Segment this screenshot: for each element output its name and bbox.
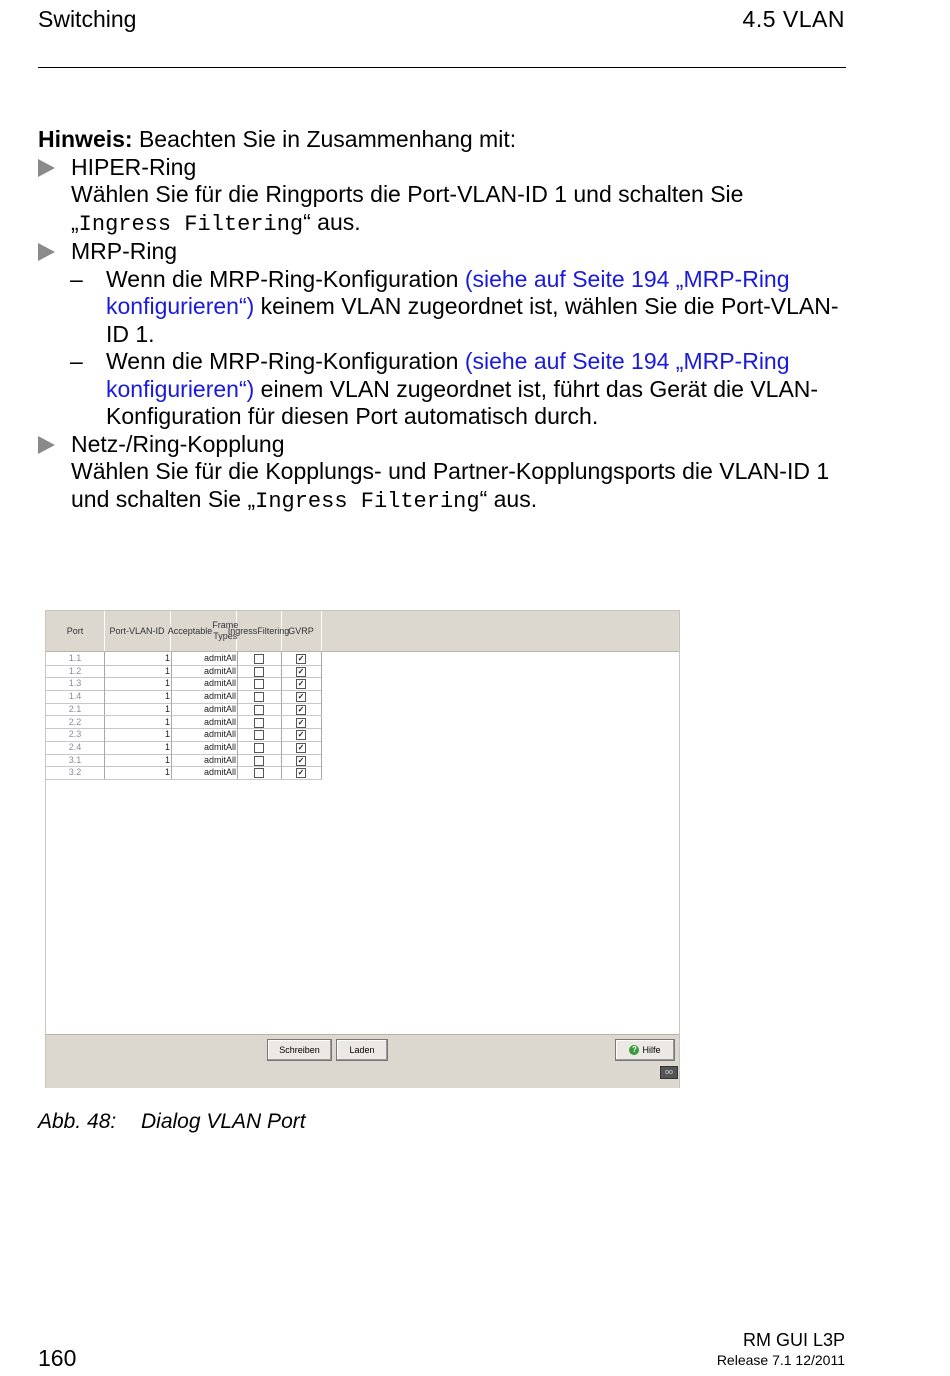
gvrp-checkbox[interactable]: ✓ xyxy=(297,742,305,752)
gvrp-checkbox[interactable]: ✓ xyxy=(297,654,305,663)
acceptable-frame-types-cell[interactable]: admitAll xyxy=(170,766,238,779)
ingress-filtering-cell xyxy=(236,754,282,767)
gvrp-cell xyxy=(281,728,322,741)
acceptable-frame-types-cell[interactable]: admitAll xyxy=(170,716,238,729)
gvrp-checkbox[interactable]: ✓ xyxy=(297,768,305,778)
running-header-chapter: Switching xyxy=(38,6,137,32)
table-row xyxy=(46,703,322,717)
cross-reference-link[interactable]: (siehe auf Seite 194 „MRP-Ring konfigurieren“) xyxy=(106,265,790,319)
port-vlan-id-cell[interactable]: 1 xyxy=(104,677,172,690)
gvrp-cell xyxy=(281,716,322,729)
gvrp-cell xyxy=(281,665,322,678)
table-row xyxy=(46,690,322,704)
ingress-filtering-cell xyxy=(236,703,282,716)
gvrp-checkbox[interactable]: ✓ xyxy=(297,704,305,714)
note-label: Hinweis: xyxy=(38,126,133,152)
acceptable-frame-types-cell[interactable]: admitAll xyxy=(170,677,238,690)
port-vlan-id-cell[interactable]: 1 xyxy=(104,754,172,767)
ingress-filtering-cell xyxy=(236,677,282,690)
acceptable-frame-types-cell[interactable]: admitAll xyxy=(170,728,238,741)
dash-item-no-vlan: – Wenn die MRP-Ring-Konfiguration (siehe auf Seite 194 „MRP-Ring konfigurieren“) keinem VLAN zugeordnet ist, wählen Sie die Port-VLAN-ID 1. xyxy=(70,265,839,347)
port-vlan-id-cell[interactable]: 1 xyxy=(104,690,172,703)
acceptable-frame-types-cell[interactable]: admitAll xyxy=(170,703,238,716)
triangle-bullet-icon xyxy=(38,159,55,177)
port-vlan-id-cell[interactable]: 1 xyxy=(104,728,172,741)
acceptable-frame-types-cell[interactable]: admitAll xyxy=(170,741,238,754)
table-row xyxy=(46,665,322,679)
port-vlan-id-cell[interactable]: 1 xyxy=(104,652,172,665)
table-row xyxy=(46,677,322,691)
column-header-gvrp[interactable]: GVRP xyxy=(281,611,322,651)
triangle-bullet-icon xyxy=(38,436,55,454)
table-row xyxy=(46,652,322,666)
column-header-port[interactable]: Port xyxy=(46,611,105,651)
vlan-port-dialog xyxy=(45,610,680,1088)
port-cell: 2.2 xyxy=(46,716,105,729)
figure-caption xyxy=(38,1110,306,1134)
port-cell: 3.1 xyxy=(46,754,105,767)
cross-reference-link[interactable]: (siehe auf Seite 194 „MRP-Ring konfigurieren“) xyxy=(106,348,790,402)
ingress-filtering-checkbox[interactable] xyxy=(254,654,264,664)
ingress-filtering-checkbox[interactable] xyxy=(254,768,264,778)
release-info: Release 7.1 12/2011 xyxy=(716,1352,845,1368)
port-vlan-id-cell[interactable]: 1 xyxy=(104,766,172,779)
bullet-mrp-ring: MRP-Ring xyxy=(38,238,858,266)
port-vlan-id-cell[interactable]: 1 xyxy=(104,703,172,716)
triangle-bullet-icon xyxy=(38,243,55,261)
column-header-port-vlan-id[interactable]: Port-VLAN-ID xyxy=(104,611,171,651)
port-cell: 1.4 xyxy=(46,690,105,703)
note-intro: Hinweis: Beachten Sie in Zusammenhang mit: xyxy=(38,126,517,152)
dialog-button-bar xyxy=(46,1034,679,1088)
table-row xyxy=(46,754,322,768)
page-number: 160 xyxy=(38,1345,77,1371)
document-code: RM GUI L3P xyxy=(742,1330,845,1350)
table-row xyxy=(46,766,322,780)
help-icon: ? xyxy=(629,1045,639,1055)
acceptable-frame-types-cell[interactable]: admitAll xyxy=(170,665,238,678)
ingress-filtering-checkbox[interactable] xyxy=(254,692,264,702)
ingress-filtering-cell xyxy=(236,690,282,703)
dash-item-vlan: – Wenn die MRP-Ring-Konfiguration (siehe auf Seite 194 „MRP-Ring konfigurieren“) einem VLAN zugeordnet ist, führt das Gerät die VLAN-Konfiguration für diesen Port automatisch durch. xyxy=(70,348,819,429)
ingress-filtering-checkbox[interactable] xyxy=(254,718,264,728)
port-cell: 3.2 xyxy=(46,766,105,779)
ingress-filtering-cell xyxy=(236,665,282,678)
load-button[interactable]: Laden xyxy=(336,1039,388,1061)
gvrp-checkbox[interactable]: ✓ xyxy=(297,666,305,676)
gvrp-checkbox[interactable]: ✓ xyxy=(297,717,305,727)
table-row xyxy=(46,728,322,742)
gvrp-cell xyxy=(281,703,322,716)
status-indicator-icon: oo xyxy=(660,1066,678,1079)
figure-title: Dialog VLAN Port xyxy=(141,1110,306,1133)
column-header-ingress-filtering[interactable]: Ingress Filtering xyxy=(236,611,282,651)
port-vlan-id-cell[interactable]: 1 xyxy=(104,665,172,678)
ingress-filtering-checkbox[interactable] xyxy=(254,667,264,677)
ingress-filtering-cell xyxy=(236,728,282,741)
note-block xyxy=(38,126,858,515)
gvrp-cell xyxy=(281,766,322,779)
ingress-filtering-checkbox[interactable] xyxy=(254,705,264,715)
port-cell: 1.1 xyxy=(46,652,105,665)
port-cell: 2.3 xyxy=(46,728,105,741)
acceptable-frame-types-cell[interactable]: admitAll xyxy=(170,652,238,665)
port-cell: 1.2 xyxy=(46,665,105,678)
code-ingress-filtering: Ingress Filtering xyxy=(78,211,304,237)
write-button[interactable]: Schreiben xyxy=(267,1039,332,1061)
port-vlan-id-cell[interactable]: 1 xyxy=(104,716,172,729)
running-header-section: 4.5 VLAN xyxy=(742,6,845,32)
port-cell: 2.1 xyxy=(46,703,105,716)
gvrp-cell xyxy=(281,741,322,754)
port-vlan-id-cell[interactable]: 1 xyxy=(104,741,172,754)
ingress-filtering-checkbox[interactable] xyxy=(254,756,264,766)
help-button[interactable]: ? Hilfe xyxy=(615,1039,675,1061)
ingress-filtering-cell xyxy=(236,741,282,754)
gvrp-checkbox[interactable]: ✓ xyxy=(297,679,305,689)
ingress-filtering-checkbox[interactable] xyxy=(254,679,264,689)
bullet-hiper-ring: HIPER-Ring Wählen Sie für die Ringports die Port-VLAN-ID 1 und schalten Sie „Ingress Filtering“ aus. xyxy=(38,154,858,239)
ingress-filtering-cell xyxy=(236,766,282,779)
ingress-filtering-cell xyxy=(236,652,282,665)
ingress-filtering-checkbox[interactable] xyxy=(254,730,264,740)
gvrp-checkbox[interactable]: ✓ xyxy=(297,730,305,740)
gvrp-cell xyxy=(281,690,322,703)
ingress-filtering-checkbox[interactable] xyxy=(254,743,264,753)
acceptable-frame-types-cell[interactable]: admitAll xyxy=(170,690,238,703)
table-header xyxy=(46,611,679,652)
table-row xyxy=(46,716,322,730)
table-row xyxy=(46,741,322,755)
port-cell: 1.3 xyxy=(46,677,105,690)
acceptable-frame-types-cell[interactable]: admitAll xyxy=(170,754,238,767)
ingress-filtering-cell xyxy=(236,716,282,729)
port-cell: 2.4 xyxy=(46,741,105,754)
gvrp-cell xyxy=(281,677,322,690)
header-rule xyxy=(38,67,846,68)
gvrp-cell xyxy=(281,652,322,665)
gvrp-checkbox[interactable]: ✓ xyxy=(297,692,305,702)
figure-label: Abb. 48: xyxy=(38,1110,117,1133)
gvrp-cell xyxy=(281,754,322,767)
bullet-ring-coupling: Netz-/Ring-Kopplung Wählen Sie für die Kopplungs- und Partner-Kopplungsports die VLAN-ID 1 und schalten Sie „Ingress Filtering“ aus. xyxy=(38,431,858,516)
column-header-acceptable-frame-types[interactable]: Acceptable Frame Types xyxy=(170,611,237,651)
gvrp-checkbox[interactable]: ✓ xyxy=(297,755,305,765)
code-ingress-filtering: Ingress Filtering xyxy=(255,488,480,514)
